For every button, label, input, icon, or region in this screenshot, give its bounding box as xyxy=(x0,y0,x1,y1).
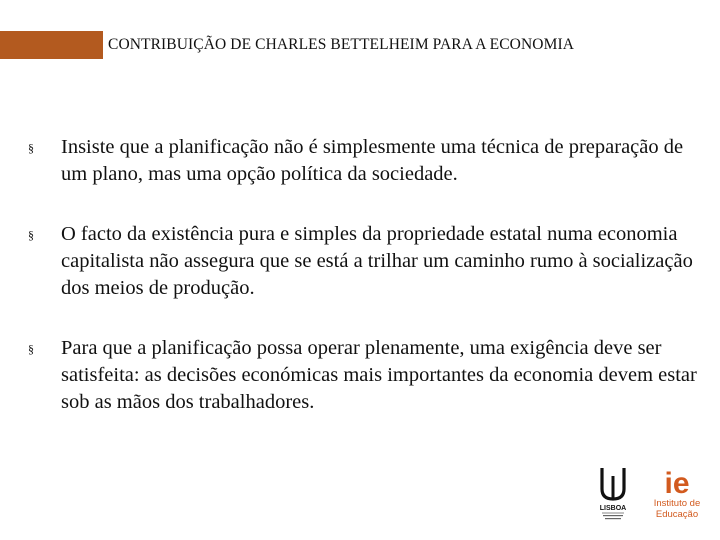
list-item xyxy=(28,134,700,188)
bullet-text: O facto da existência pura e simples da propriedade estatal numa economia capitalista não assegura que se está a trilhar um caminho rumo à socialização dos meios de produção. xyxy=(61,223,693,299)
header-accent-bar xyxy=(0,31,103,59)
bullet-text: Insiste que a planificação não é simplesmente uma técnica de preparação de um plano, mas uma opção política da sociedade. xyxy=(61,136,684,185)
ulisboa-logo-icon xyxy=(596,465,630,523)
ie-mark: ie xyxy=(664,467,690,500)
bullet-marker: § xyxy=(28,141,34,155)
list-item xyxy=(28,221,700,302)
bullet-text: Para que a planificação possa operar plenamente, uma exigência deve ser satisfeita: as decisões económicas mais importantes da economia devem estar sob as mãos dos trabalhadores. xyxy=(61,337,697,413)
list-item xyxy=(28,335,700,416)
bullet-marker: § xyxy=(28,228,34,242)
ie-logo-icon xyxy=(647,466,707,522)
ulisboa-name: LISBOA xyxy=(599,505,627,512)
bullet-marker: § xyxy=(28,342,34,356)
bullet-list xyxy=(28,134,700,416)
ie-line2: Educação xyxy=(655,509,699,520)
page-title: CONTRIBUIÇÃO DE CHARLES BETTELHEIM PARA A ECONOMIA xyxy=(108,36,575,53)
ie-line1: Instituto de xyxy=(653,498,701,509)
